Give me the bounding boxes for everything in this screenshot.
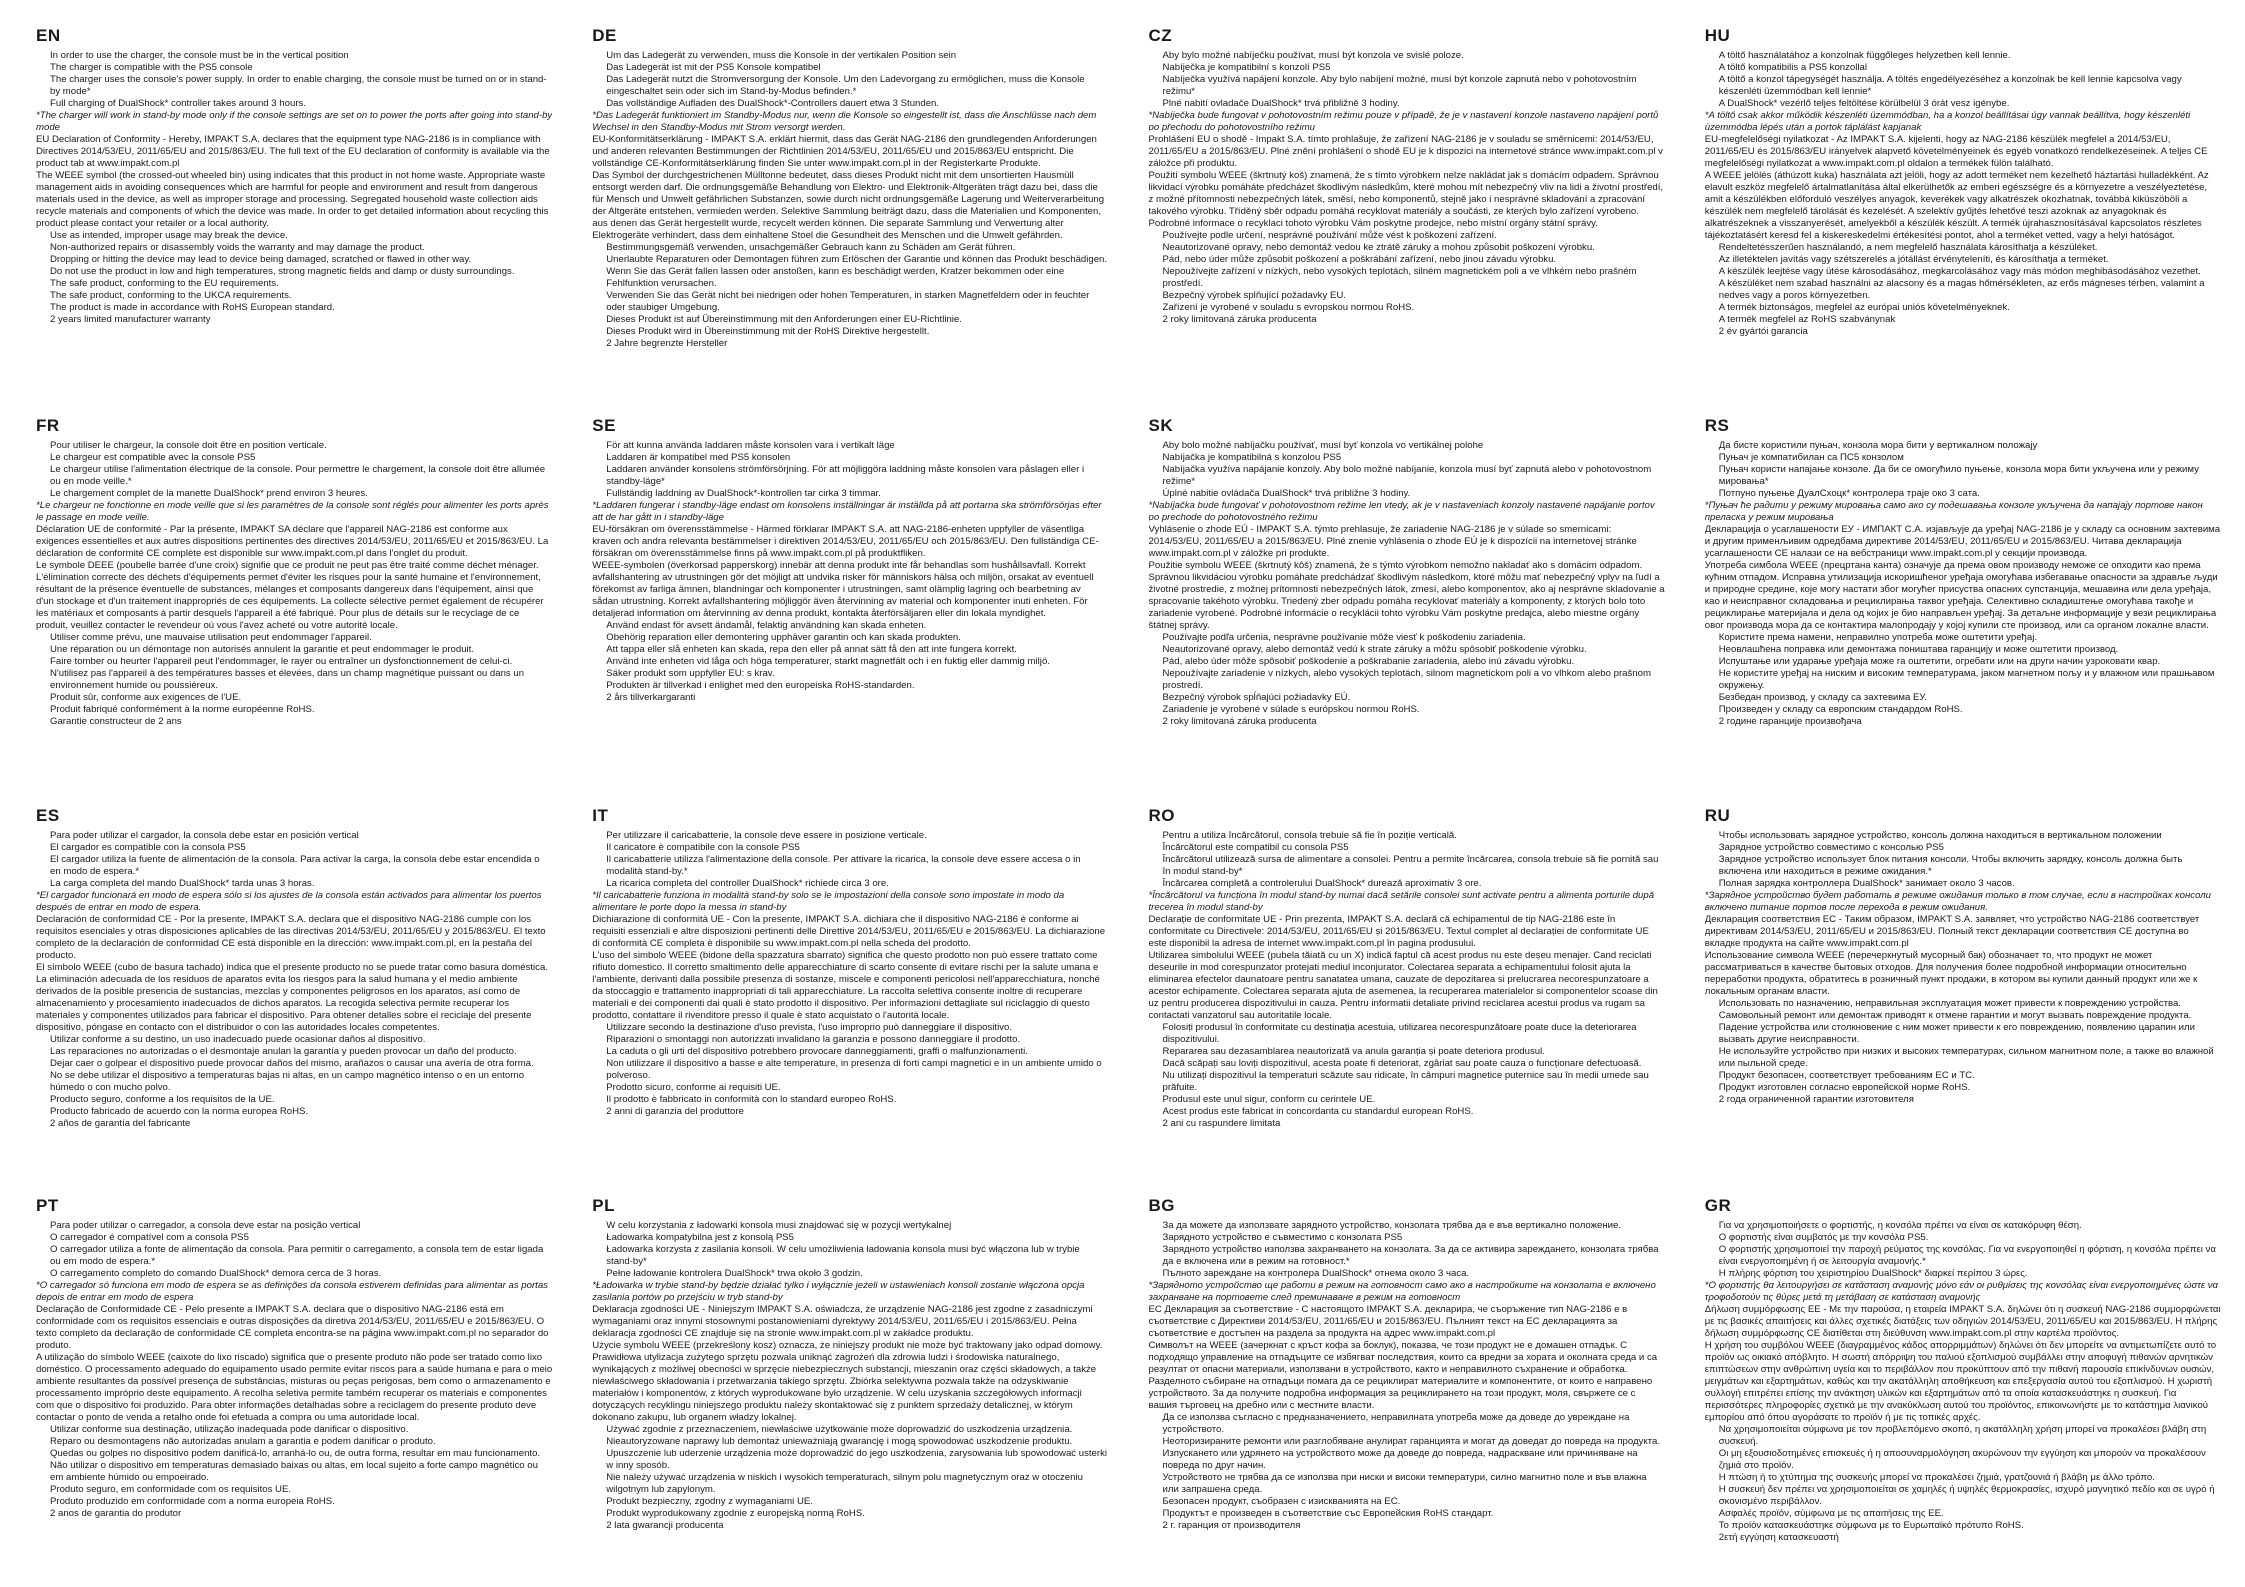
instruction-line: Dieses Produkt wird in Übereinstimmung mit der RoHS Direktive hergestellt. [606,326,930,337]
instruction-text [592,1220,1108,1532]
instruction-line: Das vollständige Aufladen des DualShock*-Controllers dauert etwa 3 Stunden. [606,98,940,109]
instruction-line: Bezpečný výrobok spĺňajúci požiadavky EÚ. [1162,692,1351,703]
instruction-line: The product is made in accordance with RoHS European standard. [50,302,335,313]
instruction-line: 2 év gyártói garancia [1718,326,1808,337]
instruction-text [36,50,552,326]
language-section-sk [1149,412,1665,802]
instruction-line: Prohlášení EU o shodě - Impakt S.A. tímto prohlašuje, že zařízení NAG-2186 je v souladu se směrnicemi: 2014/53/EU, 2011/65/EU a 2015/863/EU. Plné znění prohlášení o shodě EU je k dispozici na internetové stránce www.impakt.com.pl v záložce při produktu. [1148,134,1663,169]
instruction-line: Las reparaciones no autorizadas o el desmontaje anulan la garantía y pueden provocar un daño del producto. [50,1046,517,1057]
language-code: ES [36,806,60,825]
instruction-line: A utilização do símbolo WEEE (caixote do lixo riscado) significa que o presente produto não pode ser tratado como lixo doméstico. O processamento adequado do equipamento usado permite evitar riscos para a saúde humana e para o meio ambiente resultantes da possível presença de substâncias, misturas ou peças perigosas, bem como o armazenamento e processamento impróprio deste equipamento. A recolha seletiva permite também recuperar os materiais e componentes com que o dispositivo foi produzido. Para obter informações detalhadas sobre a reciclagem do presente produto deve contactar o ponto de venda a retalho onde foi efetuada a compra ou uma autoridade local. [36,1352,553,1423]
language-code: FR [36,416,60,435]
instruction-text [36,440,552,728]
language-section-hu [1705,22,2221,412]
instruction-line: La carga completa del mando DualShock* tarda unas 3 horas. [50,878,315,889]
instruction-line: *Ładowarka w trybie stand-by będzie działać tylko i wyłącznie jeżeli w ustawieniach konsoli zostanie włączona opcja zasilania portów po przejściu w tryb stand-by [592,1280,1085,1303]
language-section-it [592,802,1108,1192]
language-section-pl [592,1192,1108,1582]
instruction-line: Déclaration UE de conformité - Par la présente, IMPAKT SA déclare que l'appareil NAG-2186 est conforme aux exigences essentielles et aux autres dispositions pertinentes des directives 2014/53/EU, 2011/65/EU et 2015/863/EU. La déclaration de conformité CE complète est disponible sur www.impakt.com.pl dans l'onglet du produit. [36,524,549,559]
instruction-line: *Зарядное устройство будет работать в режиме ожидания только в том случае, если в настройках консоли включено питание портов после перехода в режим ожидания. [1704,890,2211,913]
instruction-line: Utiliser comme prévu, une mauvaise utilisation peut endommager l'appareil. [50,632,372,643]
instruction-line: För att kunna använda laddaren måste konsolen vara i vertikalt läge [606,440,895,451]
instruction-line: Bestimmungsgemäß verwenden, unsachgemäßer Gebrauch kann zu Schäden am Gerät führen. [606,242,1016,253]
language-section-en [36,22,552,412]
instruction-line: Le chargeur utilise l'alimentation électrique de la console. Pour permettre le chargement, la console doit être allumée ou en mode veille.* [50,464,546,487]
instruction-line: Use as intended, improper usage may break the device. [50,230,288,241]
language-code: HU [1704,26,1731,45]
instruction-line: In order to use the charger, the console must be in the vertical position [50,50,349,61]
instruction-line: Dejar caer o golpear el dispositivo puede provocar daños del mismo, arañazos o causar una avería de otra forma. [50,1058,534,1069]
instruction-line: Säker produkt som uppfyller EU: s krav. [606,668,775,679]
instruction-line: Aby bylo možné nabíječku používat, musí být konzola ve svislé poloze. [1162,50,1464,61]
instruction-line: Οι μη εξουσιοδοτημένες επισκευές ή η αποσυναρμολόγηση ακυρώνουν την εγγύηση και μπορούν να προκαλέσουν ζημιά στο προϊόν. [1718,1448,2206,1471]
instruction-line: За да можете да използвате зарядното устройство, конзолата трябва да е във вертикално положение. [1162,1220,1622,1231]
instruction-line: Чтобы использовать зарядное устройство, консоль должна находиться в вертикальном положении [1718,830,2162,841]
instruction-line: W celu korzystania z ładowarki konsola musi znajdować się w pozycji wertykalnej [606,1220,952,1231]
instruction-line: Пълното зареждане на контролера DualShock* отнема около 3 часа. [1162,1268,1470,1279]
instruction-line: A termék biztonságos, megfelel az európai uniós követelményeknek. [1718,302,2010,313]
instruction-line: Rendeltetésszerűen használandó, a nem megfelelő használata károsíthatja a készüléket. [1718,242,2098,253]
language-code: SE [592,416,616,435]
instruction-line: A töltő a konzol tápegységét használja. A töltés engedélyezéséhez a konzolnak be kell lennie kapcsolva vagy készenléti üzemmódban kell lennie* [1718,74,2182,97]
instruction-line: El cargador es compatible con la consola PS5 [50,842,246,853]
instruction-line: EU-megfelelőségi nyilatkozat - Az IMPAKT S.A. kijelenti, hogy az NAG-2186 készülék megfelel a 2014/53/EU, 2011/65/EU és 2015/863/EU irányelvek alapvető követelményeinek és egyéb vonatkozó rendelkezéseinek. A teljes CE megfelelőségi nyilatkozat a www.impakt.com.pl oldalon a termékek fülön található. [1704,134,2208,169]
language-code: RU [1704,806,1731,825]
language-code: GR [1704,1196,1732,1215]
instruction-line: Nepoužívajte zariadenie v nízkych, alebo vysokých teplotách, silnom magnetickom poli a vo vlhkom alebo prašnom prostredí. [1162,668,1651,691]
language-code: BG [1148,1196,1175,1215]
language-section-de [592,22,1108,412]
instruction-line: Il caricabatterie utilizza l'alimentazione della console. Per attivare la ricarica, la console deve essere accesa o in modalità stand-by.* [606,854,1081,877]
instruction-line: 2 års tillverkargaranti [606,692,696,703]
instruction-line: Пуњач је компатибилан са ПС5 конзолом [1718,452,1904,463]
instruction-text [1705,1220,2221,1544]
instruction-line: El cargador utiliza la fuente de alimentación de la consola. Para activar la carga, la consola debe estar encendida o en modo de espera.* [50,854,540,877]
instruction-line: Folosiți produsul în conformitate cu destinația acestuia, utilizarea necorespunzătoare poate duce la deteriorarea dispozitivului. [1162,1022,1637,1045]
instruction-line: Пуњач користи напајање конзоле. Да би се омогућило пуњење, конзола мора бити укључена или у режиму мировања* [1718,464,2199,487]
language-section-rs [1705,412,2221,802]
instruction-text [36,830,552,1130]
instruction-text [1705,50,2221,338]
instruction-line: Plné nabití ovladače DualShock* trvá přibližně 3 hodiny. [1162,98,1400,109]
instruction-line: Neautorizované opravy, alebo demontáž vedú k strate záruky a môžu spôsobiť poškodenie výrobku. [1162,644,1587,655]
language-code: CZ [1148,26,1173,45]
instruction-line: El símbolo WEEE (cubo de basura tachado) indica que el presente producto no se puede tratar como basura doméstica. La eliminación adecuada de los residuos de aparatos evita los riesgos para la salud humana y el medio ambiente derivados de la posible presencia de sustancias, mezclas y componentes peligrosos en los aparatos, así como de almacenamiento y procesamiento inadecuados de dichos aparatos. La recogida selectiva permite recuperar los materiales y componentes utilizados para fabricar el dispositivo. Para obtener detalles sobre el reciclaje del presente dispositivo, póngase en contacto con el distribuidor o con las autoridades locales competentes. [36,962,548,1033]
instruction-line: Безопасен продукт, съобразен с изискванията на ЕС. [1162,1496,1401,1507]
instruction-line: Acest produs este fabricat in concordanta cu standardul european RoHS. [1162,1106,1474,1117]
instruction-line: Declarație de conformitate UE - Prin prezenta, IMPAKT S.A. declară că echipamentul de tip NAG-2186 este în conformitate cu Directivele: 2014/53/EU, 2011/65/EU și 2015/863/EU. Textul complet al declarației de conformitate UE este disponibil la adresa de internet www.impakt.com.pl în pagina produsului. [1148,914,1649,949]
instruction-line: A DualShock* vezérlő teljes feltöltése körülbelül 3 órát vesz igénybe. [1718,98,2010,109]
instruction-line: The WEEE symbol (the crossed-out wheeled bin) using indicates that this product in not home waste. Appropriate waste management aids in avoiding consequences which are harmful for people and environment and result from dangerous materials used in the device, as well as improper storage and processing. Segregated household waste collection aids recycle materials and components of which the device was made. In order to get detailed information about recycling this product please contact your retailer or a local authority. [36,170,549,229]
instruction-line: Laddaren är kompatibel med PS5 konsolen [606,452,791,463]
instruction-line: Pełne ładowanie kontrolera DualShock* trwa około 3 godzin. [606,1268,863,1279]
instruction-text [592,830,1108,1118]
instruction-line: Потпуно пуњење ДуалСхоцк* контролера траје око 3 сата. [1718,488,1980,499]
instruction-line: The safe product, conforming to the UKCA requirements. [50,290,292,301]
instruction-line: Produkten är tillverkad i enlighet med den europeiska RoHS-standarden. [606,680,915,691]
instruction-line: Utilizarea simbolului WEEE (pubela tăiată cu un X) indică faptul că acest produs nu este deșeu menajer. Cand reciclati deseurile in mod corespunzator protejati mediul inconjurator. Colectarea separata a echipamentului folosit ajuta la eliminarea efectelor daunatoare pentru sanatatea umana, cauzate de depozitarea si prelucrarea necorespunzatoare a acestor echipamente. Colectarea separata ajuta de asemenea, la recuperarea materialelor si componentelor scoase din uz pentru producerea dispozitivului in cauza. Pentru informatii detaliate privind reciclarea acestui produs va rugam sa contactati vanzatorul sau autoritatile locale. [1148,950,1658,1021]
instruction-line: A termék megfelel az RoHS szabványnak [1718,314,1896,325]
instruction-line: Безбедан производ, у складу са захтевима ЕУ. [1718,692,1927,703]
instruction-line: Зарядното устройство е съвместимо с конзолата PS5 [1162,1232,1403,1243]
instruction-line: Декларација о усаглашености ЕУ - ИМПАКТ С.А. изјављује да уређај NAG-2186 је у складу са основним захтевима и другим применљивим одредбама директиве 2014/53/EU, 2011/65/EU и 2015/863/EU. Читава декларација усаглашености CE налази се на вебстраници www.impakt.com.pl у секцији производа. [1704,524,2221,559]
instruction-line: A készüléket nem szabad használni az alacsony és a magas hőmérsékleten, az erős mágneses térben, valamint a nedves vagy a poros környezetben. [1718,278,2205,301]
instruction-line: Verwenden Sie das Gerät nicht bei niedrigen oder hohen Temperaturen, in starken Magnetfeldern oder in feuchter oder staubiger Umgebung. [606,290,1090,313]
instruction-line: Nieautoryzowane naprawy lub demontaż unieważniają gwarancję i mogą spowodować uszkodzenie produktu. [606,1436,1073,1447]
instruction-line: A töltő kompatibilis a PS5 konzollal [1718,62,1867,73]
instruction-line: Fullständig laddning av DualShock*-kontrollen tar cirka 3 timmar. [606,488,881,499]
instruction-line: Устройството не трябва да се използва при ниски и високи температури, силно магнитно поле и във влажна или запрашена среда. [1162,1472,1647,1495]
instruction-line: 2 roky limitovaná záruka producenta [1162,314,1317,325]
instruction-line: Pád, alebo úder môže spôsobiť poškodenie a poškrabanie zariadenia, alebo inú závadu výrobku. [1162,656,1575,667]
instruction-text [1705,830,2221,1106]
instruction-line: Zariadenie je vyrobené v súlade s európskou normou RoHS. [1162,704,1420,715]
instruction-line: Produto produzido em conformidade com a norma europeia RoHS. [50,1496,335,1507]
instruction-line: Nabíjačka je kompatibilná s konzolou PS5 [1162,452,1342,463]
instruction-text [1149,1220,1665,1532]
instruction-line: Full charging of DualShock* controller takes around 3 hours. [50,98,306,109]
instruction-line: Použitie symbolu WEEE (škrtnutý kôš) znamená, že s týmto výrobkom nemožno nakladať ako s domácim odpadom. Správnou likvidáciou výrobku pomáhate predchádzať škodlivým následkom, ktoré môžu mať nebezpečný vplyv na ľudí a životné prostredie, z možnej prítomnosti nebezpečných látok, zmesí, alebo komponentov, ako aj nesprávne skladovanie a spracovanie takéhoto výrobku. Triedený zber odpadu pomáha recyklovať materiály a komponenty, z ktorých bolo toto zariadenie vyrobené. Podrobné informácie o recyklácii tohto výrobku Vám poskytne predajca, alebo miestne orgány štátnej správy. [1148,560,1665,631]
instruction-line: Încărcătorul este compatibil cu consola PS5 [1162,842,1349,853]
instruction-line: Да бисте користили пуњач, конзола мора бити у вертикалном положају [1718,440,2038,451]
instruction-line: Зарядное устройство использует блок питания консоли. Чтобы включить зарядку, консоль должна быть включена или находиться в режиме ожидания.* [1718,854,2183,877]
instruction-line: Le chargeur est compatible avec la console PS5 [50,452,256,463]
instruction-line: Για να χρησιμοποιήσετε ο φορτιστής, η κονσόλα πρέπει να είναι σε κατακόρυφη θέση. [1718,1220,2082,1231]
instruction-line: Laddaren använder konsolens strömförsörjning. För att möjliggöra laddning måste konsolen vara påslagen eller i standby-läge* [606,464,1085,487]
language-section-bg [1149,1192,1665,1582]
language-code: IT [592,806,609,825]
instruction-line: L'uso del simbolo WEEE (bidone della spazzatura sbarrato) significa che questo prodotto non può essere trattato come rifiuto domestico. Il corretto smaltimento delle apparecchiature di scarto consente di evitare rischi per la salute umana e l'ambiente, derivanti dalla possibile presenza di sostanze, miscele e componenti pericolosi nell'apparecchiatura, nonché da stoccaggio e trattamento inappropriati di tali apparecchiature. La raccolta selettiva consente inoltre di recuperare materiali e dei componenti dai quali è stato prodotto il dispositivo. Per informazioni dettagliate sul riciclaggio di questo prodotto, contattare il rivenditore presso il quale è stato acquistato o l'autorità locale. [592,950,1100,1021]
instruction-line: Att tappa eller slå enheten kan skada, repa den eller på annat sätt få den att inte fungera korrekt. [606,644,1017,655]
instruction-line: *Зарядното устройство ще работи в режим на готовност само ако в настройките на конзолата е включено захранване на портовете след преминаване в режим на готовност [1148,1280,1656,1303]
instruction-line: 2 године гаранције произвођача [1718,716,1862,727]
language-section-fr [36,412,552,802]
language-section-es [36,802,552,1192]
language-code: SK [1148,416,1174,435]
instruction-line: 2 roky limitovaná záruka producenta [1162,716,1317,727]
instruction-line: 2 años de garantía del fabricante [50,1118,191,1129]
instruction-line: Il caricatore è compatibile con la console PS5 [606,842,800,853]
language-code: PT [36,1196,59,1215]
instruction-line: Użycie symbolu WEEE (przekreślony kosz) oznacza, że niniejszy produkt nie może być traktowany jako odpad domowy. Prawidłowa utylizacja zużytego sprzętu pozwala uniknąć zagrożeń dla zdrowia ludzi i środowiska naturalnego, wynikających z możliwej obecności w sprzęcie niebezpiecznych substancji, mieszanin oraz części składowych, a także niewłaściwego składowania i przetwarzania takiego sprzętu. Zbiórka selektywna pozwala także na odzyskiwanie materiałów i komponentów, z których wyprodukowane było urządzenie. W celu uzyskania szczegółowych informacji dotyczących recyklingu niniejszego produktu należy skontaktować się z punktem sprzedaży detalicznej, w którym dokonano zakupu, lub organem władzy lokalnej. [592,1340,1103,1423]
instruction-line: Использовать по назначению, неправильная эксплуатация может привести к повреждению устройства. [1718,998,2181,1009]
instruction-line: Продукт изготовлен согласно европейской норме RoHS. [1718,1082,1971,1093]
instruction-line: Producto seguro, conforme a los requisitos de la UE. [50,1094,275,1105]
instruction-line: Quedas ou golpes no dispositivo podem danificá-lo, arranhá-lo ou, de outra forma, resultar em mau funcionamento. [50,1448,541,1459]
instruction-line: No se debe utilizar el dispositivo a temperaturas bajas ni altas, en un campo magnético intenso o en un entorno húmedo o con mucho polvo. [50,1070,525,1093]
instruction-line: Použití symbolu WEEE (škrtnutý koš) znamená, že s tímto výrobkem nelze nakládat jak s domácím odpadem. Správnou likvidací výrobku pomáháte předcházet škodlivým následkům, které mohou mít nebezpečný vliv na lidi a životní prostředí, z možné přítomnosti nebezpečných látek, směsí, nebo komponentů, stejně jako i nesprávné skladování a zpracování takového výrobku. Tříděný sběr odpadu pomáhá recyklovat materiály a součásti, ze kterých bylo zařízení vyrobeno. Podrobné informace o recyklaci tohoto výrobku Vám poskytne prodejce, nebo místní orgány státní správy. [1148,170,1664,229]
language-section-ru [1705,802,2221,1192]
instruction-line: Používejte podle určení, nesprávné používání může vést k poškození zařízení. [1162,230,1497,241]
instruction-line: N'utilisez pas l'appareil à des températures basses et élevées, dans un champ magnétique puissant ou dans un environnement humide ou poussiéreux. [50,668,525,691]
instruction-line: Neautorizované opravy, nebo demontáž vedou ke ztrátě záruky a mohou způsobit poškození výrobku. [1162,242,1595,253]
language-section-se [592,412,1108,802]
instruction-line: Produkt wyprodukowany zgodnie z europejską normą RoHS. [606,1508,865,1519]
instruction-text [592,50,1108,350]
instruction-line: Per utilizzare il caricabatterie, la console deve essere in posizione verticale. [606,830,927,841]
instruction-line: O carregamento completo do comando DualShock* demora cerca de 3 horas. [50,1268,382,1279]
instruction-line: Um das Ladegerät zu verwenden, muss die Konsole in der vertikalen Position sein [606,50,957,61]
instruction-line: Încărcătorul utilizează sursa de alimentare a consolei. Pentru a permite încărcarea, consola trebuie să fie pornită sau în modul stand-by* [1162,854,1659,877]
instruction-text [1149,830,1665,1130]
instruction-line: Använd inte enheten vid låga och höga temperaturer, starkt magnetfält och i en fuktig eller dammig miljö. [606,656,1050,667]
instruction-line: Utilizar conforme sua destinação, utilização inadequada pode danificar o dispositivo. [50,1424,409,1435]
instruction-line: Produit fabriqué conformément à la norme européenne RoHS. [50,704,315,715]
instruction-line: Wenn Sie das Gerät fallen lassen oder anstoßen, kann es beschädigt werden, Kratzer bekommen oder eine Fehlfunktion verursachen. [606,266,1065,289]
instruction-line: Ο φορτιστής είναι συμβατός με την κονσόλα PS5. [1718,1232,1929,1243]
instruction-line: La caduta o gli urti del dispositivo potrebbero provocare danneggiamenti, graffi o malfunzionamenti. [606,1046,1028,1057]
instruction-line: Bezpečný výrobek splňující požadavky EU. [1162,290,1346,301]
instruction-line: Продуктът е произведен в съответствие със Европейския RoHS стандарт. [1162,1508,1494,1519]
instruction-line: Pád, nebo úder může způsobit poškození a poškrábání zařízení, nebo jinou závadu výrobku. [1162,254,1557,265]
instruction-line: Aby bolo možné nabíjačku používať, musí byť konzola vo vertikálnej polohe [1162,440,1484,451]
instruction-line: Nie należy używać urządzenia w niskich i wysokich temperaturach, silnym polu magnetycznym oraz w otoczeniu wilgotnym lub zapylonym. [606,1472,1083,1495]
instruction-line: *Încărcătorul va funcționa în modul stand-by numai dacă setările consolei sunt activate pentru a alimenta porturile după trecerea în modul stand-by [1148,890,1655,913]
instruction-line: The safe product, conforming to the EU requirements. [50,278,279,289]
instruction-line: Non utilizzare il dispositivo a basse e alte temperature, in presenza di forti campi magnetici e in un ambiente umido o polveroso. [606,1058,1102,1081]
instruction-line: Продукт безопасен, соответствует требованиям ЕС и ТС. [1718,1070,1975,1081]
instruction-line: Зарядното устройство използва захранването на конзолата. За да се активира зареждането, конзолата трябва да е включена или в режим на готовност.* [1162,1244,1659,1267]
instruction-line: Неоторизираните ремонти или разглобяване анулират гаранцията и могат да доведат до повреда на продукта. [1162,1436,1660,1447]
instruction-line: Producto fabricado de acuerdo con la norma europea RoHS. [50,1106,309,1117]
instruction-line: Úplné nabitie ovládača DualShock* trvá približne 3 hodiny. [1162,488,1411,499]
instruction-line: A WEEE jelölés (áthúzott kuka) használata azt jelöli, hogy az adott terméket nem kezelhető háztartási hulladékként. Az elavult eszköz megfelelő ártalmatlanítása által elkerülhetők az emberi egészségre és a környezetre a veszélyeztetése, amit a készülékben előforduló veszélyes anyagok, keverékek vagy alkatrészek okozhatnak, továbbá kiküszöböli a készülék nem megfelelő tárolását és kezelését. A szelektív gyűjtés lehetővé teszi azoknak az anyagoknak és alkatrészeknek a visszanyerését, amelyekből a készülék készült. A termék újrahasznosításával kapcsolatos részletes tájékoztatásért keresd fel a kiskereskedelmi értékesítési pontot, ahol a terméket vetted, vagy a helyi hatóságot. [1704,170,2209,241]
instruction-line: Nepoužívejte zařízení v nízkých, nebo vysokých teplotách, silném magnetickém poli a ve vlhkém nebo prašném prostředí. [1162,266,1637,289]
instruction-line: Да се използва съгласно с предназначението, неправилната употреба може да доведе до увреждане на устройството. [1162,1412,1630,1435]
instruction-line: Faire tomber ou heurter l'appareil peut l'endommager, le rayer ou entraîner un dysfonctionnement de celui-ci. [50,656,513,667]
instruction-line: Prodotto sicuro, conforme ai requisiti UE. [606,1082,781,1093]
instruction-line: The charger is compatible with the PS5 console [50,62,253,73]
instruction-line: Az illetéktelen javítás vagy szétszerelés a jótállást érvényteleníti, és károsíthatja a terméket. [1718,254,2109,265]
instruction-line: A töltő használatához a konzolnak függőleges helyzetben kell lennie. [1718,50,2011,61]
instruction-line: Nabíječka je kompatibilní s konzolí PS5 [1162,62,1331,73]
language-section-ro [1149,802,1665,1192]
instruction-line: Używać zgodnie z przeznaczeniem, niewłaściwe użytkowanie może doprowadzić do uszkodzenia urządzenia. [606,1424,1073,1435]
instruction-line: *El cargador funcionará en modo de espera sólo si los ajustes de la consola están activados para alimentar los puertos después de entrar en modo de espera. [36,890,542,913]
instruction-line: Символът на WEEE (зачеркнат с кръст кофа за боклук), показва, че този продукт не е домашен отпадък. С подходящо управление на отпадъците се избягват последствия, които са вредни за хората и околната среда и са резултат от опасни материали, използвани в устройството, както и неправилното съхранение и обработка. Разделното събиране на отпадъци помага да се рециклират материалите и компонентите, от които е направено устройството. За да получите подробна информация за рециклирането на този продукт, моля, свържете се с вашия търговец на дребно или с местните власти. [1148,1340,1658,1411]
instruction-line: 2 ani cu raspundere limitata [1162,1118,1281,1129]
instruction-line: Vyhlásenie o zhode EÚ - IMPAKT S.A. týmto prehlasuje, že zariadenie NAG-2186 je v súlade so smernicami: 2014/53/EU, 2011/65/EU a 2015/863/EU. Plné znenie vyhlásenia o zhode EÚ je k dispozícii na internetovej stránke www.impakt.com.pl v záložke pri produkte. [1148,524,1637,559]
instruction-line: *The charger will work in stand-by mode only if the console settings are set on to power the ports after going into stand-by mode [36,110,553,133]
instruction-line: Používajte podľa určenia, nesprávne používanie môže viesť k poškodeniu zariadenia. [1162,632,1526,643]
instruction-text [36,1220,552,1520]
instruction-line: *Пуњач ће радити у режиму мировања само ако су подешавања конзоле укључена да напајају портове након преласка у режим мировања [1704,500,2203,523]
language-section-pt [36,1192,552,1582]
instruction-line: Nu utilizați dispozitivul la temperaturi scăzute sau ridicate, în câmpuri magnetice puternice sau în medii umede sau prăfuite. [1162,1070,1649,1093]
instruction-line: Das Ladegerät nutzt die Stromversorgung der Konsole. Um den Ladevorgang zu ermöglichen, muss die Konsole eingeschaltet sein oder sich im Stand-by-Modus befinden.* [606,74,1085,97]
instruction-line: EU Declaration of Conformity - Hereby, IMPAKT S.A. declares that the equipment type NAG-2186 is in compliance with Directives 2014/53/EU, 2011/65/EU and 2015/863/EU. The full text of the EU declaration of conformity is available via the product tab at www.impakt.com.pl [36,134,550,169]
instruction-line: *Le chargeur ne fonctionne en mode veille que si les paramètres de la console sont réglés pour alimenter les ports après le passage en mode veille. [36,500,549,523]
instruction-line: Η πλήρης φόρτιση του χειριστηρίου DualShock* διαρκεί περίπου 3 ώρες. [1718,1268,2028,1279]
instruction-line: Para poder utilizar el cargador, la consola debe estar en posición vertical [50,830,359,841]
instruction-line: 2 lata gwarancji producenta [606,1520,724,1531]
instruction-text [592,440,1108,704]
instruction-text [1149,50,1665,326]
instruction-line: Nabíjačka využíva napájanie konzoly. Aby bolo možné nabíjanie, konzola musí byť zapnutá alebo v pohotovostnom režime* [1162,464,1652,487]
language-code: EN [36,26,61,45]
instruction-line: Utilizar conforme a su destino, un uso inadecuado puede ocasionar daños al dispositivo. [50,1034,426,1045]
instruction-line: Unerlaubte Reparaturen oder Demontagen führen zum Erlöschen der Garantie und können das Produkt beschädigen. [606,254,1108,265]
instruction-line: Reparo ou desmontagens não autorizadas anulam a garantia e podem danificar o produto. [50,1436,436,1447]
instruction-line: Utilizzare secondo la destinazione d'uso prevista, l'uso improprio può danneggiare il dispositivo. [606,1022,1013,1033]
instruction-line: Падение устройства или столкновение с ним может привести к его повреждению, появлению царапин или вызвать другие неисправности. [1718,1022,2195,1045]
instruction-line: Produit sûr, conforme aux exigences de l'UE. [50,692,242,703]
language-code: RS [1704,416,1730,435]
instruction-line: Dropping or hitting the device may lead to device being damaged, scratched or flawed in other way. [50,254,472,265]
instruction-line: Η χρήση του συμβόλου WEEE (διαγραμμένος κάδος απορριμμάτων) δηλώνει ότι δεν μπορείτε να αντιμετωπίζετε αυτό το προϊόν ως οικιακό απόβλητο. Η σωστή απόρριψη του παλιού εξοπλισμού συμβάλλει στην αποφυγή πιθανών αρνητικών επιπτώσεων στην ανθρώπινη υγεία και το περιβάλλον που προκύπτουν από την πιθανή παρουσία επικίνδυνων ουσιών, μειγμάτων και εξαρτημάτων, καθώς και την ακατάλληλη αποθήκευση και επεξεργασία αυτού του εξοπλισμού. Η χωριστή συλλογή επιτρέπει επίσης την ανάκτηση υλικών και εξαρτημάτων από τα οποία κατασκευάστηκε η συσκευή. Για περισσότερες πληροφορίες σχετικά με την ανακύκλωση αυτού του προϊόντος, επικοινωνήστε με το κατάστημα λιανικού εμπορίου από όπου αγοράσατε το προϊόν ή με τις τοπικές αρχές. [1704,1340,2217,1423]
instruction-line: 2 г. гаранция от производителя [1162,1520,1301,1531]
instruction-line: Ładowarka korzysta z zasilania konsoli. W celu umożliwienia ładowania konsola musi być włączona lub w trybie stand-by* [606,1244,1080,1267]
instruction-line: EU-försäkran om överensstämmelse - Härmed förklarar IMPAKT S.A. att NAG-2186-enheten uppfyller de väsentliga kraven och andra relevanta bestämmelser i direktiven 2014/53/EU, 2011/65/EU och 2015/863/EU. Den fullständiga CE-försäkran om överensstämmelse finns på www.impakt.com.pl på produktfliken. [592,524,1099,559]
instruction-line: *Ο φορτιστής θα λειτουργήσει σε κατάσταση αναμονής μόνο εάν οι ρυθμίσεις της κονσόλας είναι ενεργοποιημένες ώστε να τροφοδοτούν τις θύρες μετά τη μετάβαση σε κατάσταση αναμονής [1704,1280,2218,1303]
instruction-line: *Nabíjačka bude fungovať v pohotovostnom režime len vtedy, ak je v nastaveniach konzoly nastavené napájanie portov po prechode do pohotovostného režimu [1148,500,1655,523]
instruction-line: WEEE-symbolen (överkorsad papperskorg) innebär att denna produkt inte får behandlas som hushållsavfall. Korrekt avfallshantering av utrustningen gör det möjligt att undvika risker för människors hälsa och miljön, orsakat av eventuell förekomst av farliga ämnen, blandningar och komponenter i utrustningen, samt olämplig lagring och bearbetning av sådan utrustning. Korrekt avfallshantering möjliggör även återvinning av material och komponenter inuti enheten. För detaljerad information om återvinning av denna produkt, kontakta återförsäljaren eller din lokala myndighet. [592,560,1094,619]
language-code: DE [592,26,617,45]
instruction-line: Le chargement complet de la manette DualShock* prend environ 3 heures. [50,488,368,499]
instruction-line: Das Symbol der durchgestrichenen Mülltonne bedeutet, dass dieses Produkt nicht mit dem unsortierten Hausmüll entsorgt werden darf. Die ordnungsgemäße Behandlung von Elektro- und Elektronik-Altgeräten trägt dazu bei, dass die für Mensch und Umwelt gefährlichen Substanzen, sowie durch nicht ordnungsgemäße Lagerung und Weiterverarbeitung der Altgeräte entstehen, vermieden werden. Selektive Sammlung beiträgt dazu, dass die Materialien und Komponenten, aus denen das Gerät hergestellt wurde, recycelt werden können. Die separate Sammlung und Verwertung alter Elektrogeräte verhindert, dass dem einhaltene Stoel die Gesundheit des Menschen und die Umwelt gefährden. [592,170,1105,241]
instruction-line: Να χρησιμοποιείται σύμφωνα με τον προβλεπόμενο σκοπό, η ακατάλληλη χρήση μπορεί να προκαλέσει βλάβη στη συσκευή. [1718,1424,2207,1447]
instruction-line: Riparazioni o smontaggi non autorizzati invalidano la garanzia e possono danneggiare il prodotto. [606,1034,1021,1045]
instruction-line: 2 года ограниченной гарантии изготовителя [1718,1094,1914,1105]
instruction-line: Dichiarazione di conformità UE - Con la presente, IMPAKT S.A. dichiara che il dispositivo NAG-2186 è conforme ai requisiti essenziali e altre disposizioni pertinenti delle Direttive 2014/53/EU, 2011/65/EU e 2015/863/EU. La dichiarazione di conformità CE completa è disponibile su www.impakt.com.pl nella scheda del prodotto. [592,914,1106,949]
language-section-cz [1149,22,1665,412]
instruction-line: Le symbole DEEE (poubelle barrée d'une croix) signifie que ce produit ne peut pas être traité comme déchet ménager. L'élimination correcte des déchets d'équipements permet d'éviter les risques pour la santé humaine et l'environnement, résultant de la présence éventuelle de substances, mélanges et composants dangereux dans l'équipement, ainsi que d'un stockage et d'un traitement inappropriés de ces équipements. La collecte sélective permet également de récupérer les matériaux et composants à partir desquels l'appareil a été fabriqué. Pour plus de détails sur le recyclage de ce produit, veuillez contacter le revendeur où vous l'avez acheté ou votre autorité locale. [36,560,544,631]
instruction-line: Dacă scăpați sau loviți dispozitivul, acesta poate fi deteriorat, zgâriat sau poate cauza o funcționare defectuoasă. [1162,1058,1642,1069]
language-section-gr [1705,1192,2221,1582]
instruction-line: Изпускането или удрянето на устройството може да доведе до повреда, надраскване или причиняване на повреда по друг начин. [1162,1448,1638,1471]
instruction-line: La ricarica completa del controller DualShock* richiede circa 3 ore. [606,878,889,889]
instruction-line: Произведен у складу са европским стандардом RoHS. [1718,704,1963,715]
instruction-line: Ładowarka kompatybilna jest z konsolą PS5 [606,1232,794,1243]
instruction-line: Do not use the product in low and high temperatures, strong magnetic fields and damp or dusty surroundings. [50,266,515,277]
instruction-line: Самовольный ремонт или демонтаж приводят к отмене гарантии и могут вызвать повреждение продукта. [1718,1010,2192,1021]
instruction-text [1705,440,2221,728]
multilingual-manual [36,22,2221,1582]
instruction-line: EU-Konformitätserklärung - IMPAKT S.A. erklärt hiermit, dass das Gerät NAG-2186 den grundlegenden Anforderungen und anderen relevanten Bestimmungen der Richtlinien 2014/53/EU, 2011/65/EU und 2015/863/EU entspricht. Die vollständige CE-Konformitätserklärung finden Sie unter www.impakt.com.pl in der Registerkarte Produkte. [592,134,1097,169]
instruction-line: Не користите уређај на ниским и високим температурама, јаком магнетном пољу и у влажном или прашњавом окружењу. [1718,668,2215,691]
language-code: PL [592,1196,615,1215]
instruction-line: 2 years limited manufacturer warranty [50,314,211,325]
instruction-line: Ο φορτιστής χρησιμοποιεί την παροχή ρεύματος της κονσόλας. Για να ενεργοποιηθεί η φόρτιση, η κονσόλα πρέπει να είναι ενεργοποιημένη ή σε λειτουργία αναμονής.* [1718,1244,2216,1267]
instruction-line: O carregador é compatível com a consola PS5 [50,1232,249,1243]
instruction-line: *O carregador só funciona em modo de espera se as definições da consola estiverem definidas para alimentar as portas depois de entrar em modo de espera [36,1280,548,1303]
instruction-line: Une réparation ou un démontage non autorisés annulent la garantie et peut endommager le produit. [50,644,475,655]
instruction-line: A készülék leejtése vagy ütése károsodásához, megkarcolásához vagy más módon meghibásodásához vezethet. [1718,266,2201,277]
instruction-line: Ασφαλές προϊόν, σύμφωνα με τις απαιτήσεις της ΕΕ. [1718,1508,1944,1519]
instruction-line: 2 Jahre begrenzte Hersteller [606,338,728,349]
instruction-line: *Nabíječka bude fungovat v pohotovostním režimu pouze v případě, že je v nastavení konzole nastaveno napájení portů po přechodu do pohotovostního režimu [1148,110,1659,133]
instruction-line: Deklaracja zgodności UE - Niniejszym IMPAKT S.A. oświadcza, że urządzenie NAG-2186 jest zgodne z zasadniczymi wymaganiami oraz innymi stosownymi postanowieniami dyrektywy 2014/53/EU, 2011/65/EU i 2015/863/EU. Pełna deklaracja zgodności CE znajduje się na stronie www.impakt.com.pl w zakładce produktu. [592,1304,1093,1339]
instruction-line: 2 anni di garanzia del produttore [606,1106,744,1117]
instruction-line: Declaración de conformidad CE - Por la presente, IMPAKT S.A. declara que el dispositivo NAG-2186 cumple con los requisitos esenciales y otras disposiciones aplicables de las directivas 2014/53/EU, 2011/65/EU y 2015/863/EU. El texto completo de la declaración de conformidad CE está disponible en la dirección: www.impakt.com.pl, en la pestaña del producto. [36,914,546,961]
instruction-line: Använd endast för avsett ändamål, felaktig användning kan skada enheten. [606,620,927,631]
instruction-line: 2ετή εγγύηση κατασκευαστή [1718,1532,1839,1543]
instruction-line: Das Ladegerät ist mit der PS5 Konsole kompatibel [606,62,821,73]
instruction-text [1149,440,1665,728]
instruction-line: Upuszczenie lub uderzenie urządzenia może doprowadzić do jego uszkodzenia, zarysowania lub spowodować usterki w inny sposób. [606,1448,1108,1471]
instruction-line: Неовлашћена поправка или демонтажа поништава гаранцију и може оштетити производ. [1718,644,2119,655]
instruction-line: Zařízení je vyrobené v souladu s evropskou normou RoHS. [1162,302,1415,313]
instruction-line: Декларация соответствия ЕС - Таким образом, IMPAKT S.A. заявляет, что устройство NAG-2186 соответствует директивам 2014/53/EU, 2011/65/EU и 2015/863/EU. Полный текст декларации соответствия CE доступна во вкладке продукта на сайте www.impakt.com.pl [1704,914,2200,949]
instruction-line: Зарядное устройство совместимо с консолью PS5 [1718,842,1944,853]
instruction-line: Το προϊόν κατασκευάστηκε σύμφωνα με το Ευρωπαϊκό πρότυπο RoHS. [1718,1520,2024,1531]
instruction-line: Η πτώση ή το χτύπημα της συσκευής μπορεί να προκαλέσει ζημιά, γρατζουνιά ή βλάβη με άλλο τρόπο. [1718,1472,2155,1483]
instruction-line: *A töltő csak akkor működik készenléti üzemmódban, ha a konzol beállításai úgy vannak beállítva, hogy készenléti üzemmódba lépés után a portok táplálást kapjanak [1704,110,2191,133]
instruction-line: Dieses Produkt ist auf Übereinstimmung mit den Anforderungen einer EU-Richtlinie. [606,314,962,325]
language-code: RO [1148,806,1175,825]
instruction-line: Δήλωση συμμόρφωσης ΕΕ - Με την παρούσα, η εταιρεία IMPAKT S.A. δηλώνει ότι η συσκευή NAG-2186 συμμορφώνεται με τις βασικές απαιτήσεις και άλλες σχετικές διατάξεις των οδηγιών 2014/53/EU, 2011/65/EU και 2015/863/EU. Η πλήρης δήλωση συμμόρφωσης CE διατίθεται στη διεύθυνση www.impakt.com.pl στην καρτέλα προϊόντος. [1704,1304,2221,1339]
instruction-line: Non-authorized repairs or disassembly voids the warranty and may damage the product. [50,242,425,253]
instruction-line: ЕС Декларация за съответствие - С настоящото IMPAKT S.A. декларира, че съоръжение тип NAG-2186 е в съответствие с Директиви 2014/53/EU, 2011/65/EU и 2015/863/EU. Пълният текст на ЕС декларацията за съответствие е достъпен на раздела за продукта на адрес www.impakt.com.pl [1148,1304,1628,1339]
instruction-line: Garantie constructeur de 2 ans [50,716,182,727]
instruction-line: Não utilizar o dispositivo em temperaturas demasiado baixas ou altas, em local sujeito a forte campo magnético ou em ambiente húmido ou empoeirado. [50,1460,538,1483]
instruction-line: Încărcarea completă a controlerului DualShock* durează aproximativ 3 ore. [1162,878,1482,889]
instruction-line: Obehörig reparation eller demontering upphäver garantin och kan skada produkten. [606,632,961,643]
instruction-line: Користите према намени, неправилно употреба може оштетити уређај. [1718,632,2038,643]
instruction-line: Produsul este unul sigur, conform cu cerintele UE. [1162,1094,1376,1105]
instruction-line: Полная зарядка контроллера DualShock* занимает около 3 часов. [1718,878,2015,889]
instruction-line: The charger uses the console's power supply. In order to enable charging, the console must be turned on or in stand-by mode* [50,74,547,97]
instruction-line: O carregador utiliza a fonte de alimentação da consola. Para permitir o carregamento, a consola tem de estar ligada ou em modo de espera.* [50,1244,544,1267]
instruction-line: Η συσκευή δεν πρέπει να χρησιμοποιείται σε χαμηλές ή υψηλές θερμοκρασίες, ισχυρό μαγνητικό πεδίο και σε υγρό ή σκονισμένο περιβάλλον. [1718,1484,2215,1507]
instruction-line: Produkt bezpieczny, zgodny z wymaganiami UE. [606,1496,813,1507]
instruction-line: Не используйте устройство при низких и высоких температурах, сильном магнитном поле, а также во влажной или пыльной среде. [1718,1046,2214,1069]
instruction-line: Produto seguro, em conformidade com os requisitos UE. [50,1484,292,1495]
instruction-line: *Laddaren fungerar i standby-läge endast om konsolens inställningar är inställda på att portarna ska strömförsörjas efter att de har gått in i standby-läge [592,500,1102,523]
instruction-line: *Das Ladegerät funktioniert im Standby-Modus nur, wenn die Konsole so eingestellt ist, dass die Anschlüsse nach dem Wechsel in den Standby-Modus mit Strom versorgt werden. [592,110,1097,133]
instruction-line: Pentru a utiliza încărcătorul, consola trebuie să fie în poziție verticală. [1162,830,1457,841]
instruction-line: Употреба симбола WEEE (прецртана канта) означује да према овом производу неможе се опходити као према кућним отпадом. Исправна утилизација искоришћеног уређаја омогућава избегавање опасности за здравље људи и природне средине, које могу настати због могућег присуства опасних супстанција, мешавина или дела уређаја, као и неисправног складовања и рециклирања таквог уређаја. Селективно складиштење омогућава такође и рециклирање материјала и дела од којих је био направљен уређај. За детаљне информације у вези рециклирања овог производа мора да се контактира малопродају у којој купили сте производ, или са органом локалне власти. [1704,560,2218,631]
instruction-line: Испуштање или ударање уређаја може га оштетити, огребати или на други начин узроковати квар. [1718,656,2161,667]
instruction-line: Para poder utilizar o carregador, a consola deve estar na posição vertical [50,1220,361,1231]
instruction-line: 2 anos de garantia do produtor [50,1508,182,1519]
instruction-line: Pour utiliser le chargeur, la console doit être en position verticale. [50,440,327,451]
instruction-line: *Il caricabatterie funziona in modalità stand-by solo se le impostazioni della console sono impostate in modo da alimentare le porte dopo la messa in stand-by [592,890,1065,913]
instruction-line: Declaração de Conformidade CE - Pelo presente a IMPAKT S.A. declara que o dispositivo NAG-2186 está em conformidade com os requisitos essenciais e outras disposições da diretiva 2014/53/EU, 2011/65/EU e 2015/863/EU. O texto completo da declaração de conformidade CE completa encontra-se na página www.impakt.com.pl no separador do produto. [36,1304,549,1351]
instruction-line: Nabíječka využívá napájení konzole. Aby bylo nabíjení možné, musí být konzole zapnutá nebo v pohotovostním režimu* [1162,74,1637,97]
instruction-line: Repararea sau dezasamblarea neautorizată va anula garanția și poate deteriora produsul. [1162,1046,1545,1057]
instruction-line: Il prodotto è fabbricato in conformità con lo standard europeo RoHS. [606,1094,897,1105]
instruction-line: Использование символа WEEE (перечеркнутый мусорный бак) обозначает то, что продукт не может рассматриваться в качестве бытовых отходов. Для получения более подробной информации относительно переработки продукта, обратитесь в розничный пункт продажи, в котором вы купили данный продукт или же к локальным органам власти. [1704,950,2198,997]
